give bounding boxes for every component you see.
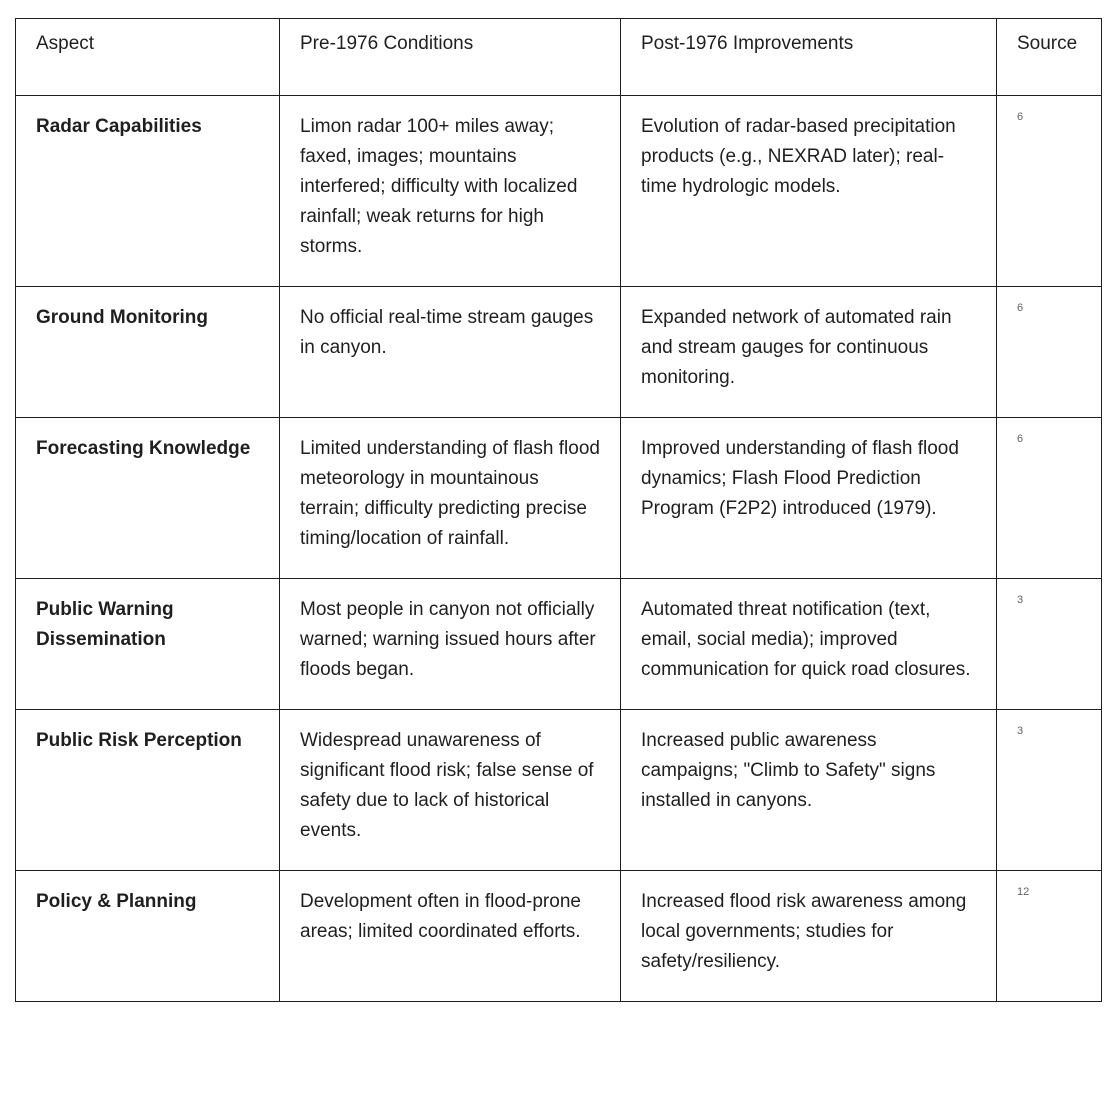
pre-1976-cell: Development often in flood-prone areas; limited coordinated efforts. [280, 871, 621, 1002]
table-row [16, 710, 1102, 871]
source-citation-link[interactable]: 3 [1017, 725, 1024, 737]
table-row [16, 96, 1102, 287]
table-row [16, 579, 1102, 710]
source-citation-link[interactable]: 12 [1017, 886, 1030, 898]
post-1976-cell: Increased public awareness campaigns; "Climb to Safety" signs installed in canyons. [621, 710, 997, 871]
table-row [16, 871, 1102, 1002]
post-1976-cell: Expanded network of automated rain and stream gauges for continuous monitoring. [621, 287, 997, 418]
post-1976-cell: Evolution of radar-based precipitation products (e.g., NEXRAD later); real-time hydrologic models. [621, 96, 997, 287]
comparison-table-container [15, 18, 1102, 1002]
source-citation-link[interactable]: 6 [1017, 302, 1024, 314]
source-cell [997, 418, 1102, 579]
header-source: Source [997, 19, 1102, 96]
pre-1976-cell: Limon radar 100+ miles away; faxed, images; mountains interfered; difficulty with localized rainfall; weak returns for high storms. [280, 96, 621, 287]
table-row [16, 287, 1102, 418]
table-row [16, 418, 1102, 579]
aspect-cell: Ground Monitoring [16, 287, 280, 418]
aspect-cell: Radar Capabilities [16, 96, 280, 287]
source-citation-link[interactable]: 6 [1017, 433, 1024, 445]
comparison-table [15, 18, 1102, 1002]
aspect-cell: Public Risk Perception [16, 710, 280, 871]
table-header-row [16, 19, 1102, 96]
pre-1976-cell: Most people in canyon not officially warned; warning issued hours after floods began. [280, 579, 621, 710]
pre-1976-cell: Widespread unawareness of significant flood risk; false sense of safety due to lack of historical events. [280, 710, 621, 871]
source-citation-link[interactable]: 3 [1017, 594, 1024, 606]
header-aspect: Aspect [16, 19, 280, 96]
aspect-cell: Policy & Planning [16, 871, 280, 1002]
source-cell [997, 579, 1102, 710]
source-cell [997, 287, 1102, 418]
post-1976-cell: Increased flood risk awareness among local governments; studies for safety/resiliency. [621, 871, 997, 1002]
aspect-cell: Forecasting Knowledge [16, 418, 280, 579]
source-cell [997, 871, 1102, 1002]
pre-1976-cell: Limited understanding of flash flood meteorology in mountainous terrain; difficulty predicting precise timing/location of rainfall. [280, 418, 621, 579]
source-cell [997, 710, 1102, 871]
post-1976-cell: Improved understanding of flash flood dynamics; Flash Flood Prediction Program (F2P2) introduced (1979). [621, 418, 997, 579]
post-1976-cell: Automated threat notification (text, email, social media); improved communication for quick road closures. [621, 579, 997, 710]
source-cell [997, 96, 1102, 287]
source-citation-link[interactable]: 6 [1017, 111, 1024, 123]
header-post-1976: Post-1976 Improvements [621, 19, 997, 96]
aspect-cell: Public Warning Dissemination [16, 579, 280, 710]
pre-1976-cell: No official real-time stream gauges in canyon. [280, 287, 621, 418]
header-pre-1976: Pre-1976 Conditions [280, 19, 621, 96]
